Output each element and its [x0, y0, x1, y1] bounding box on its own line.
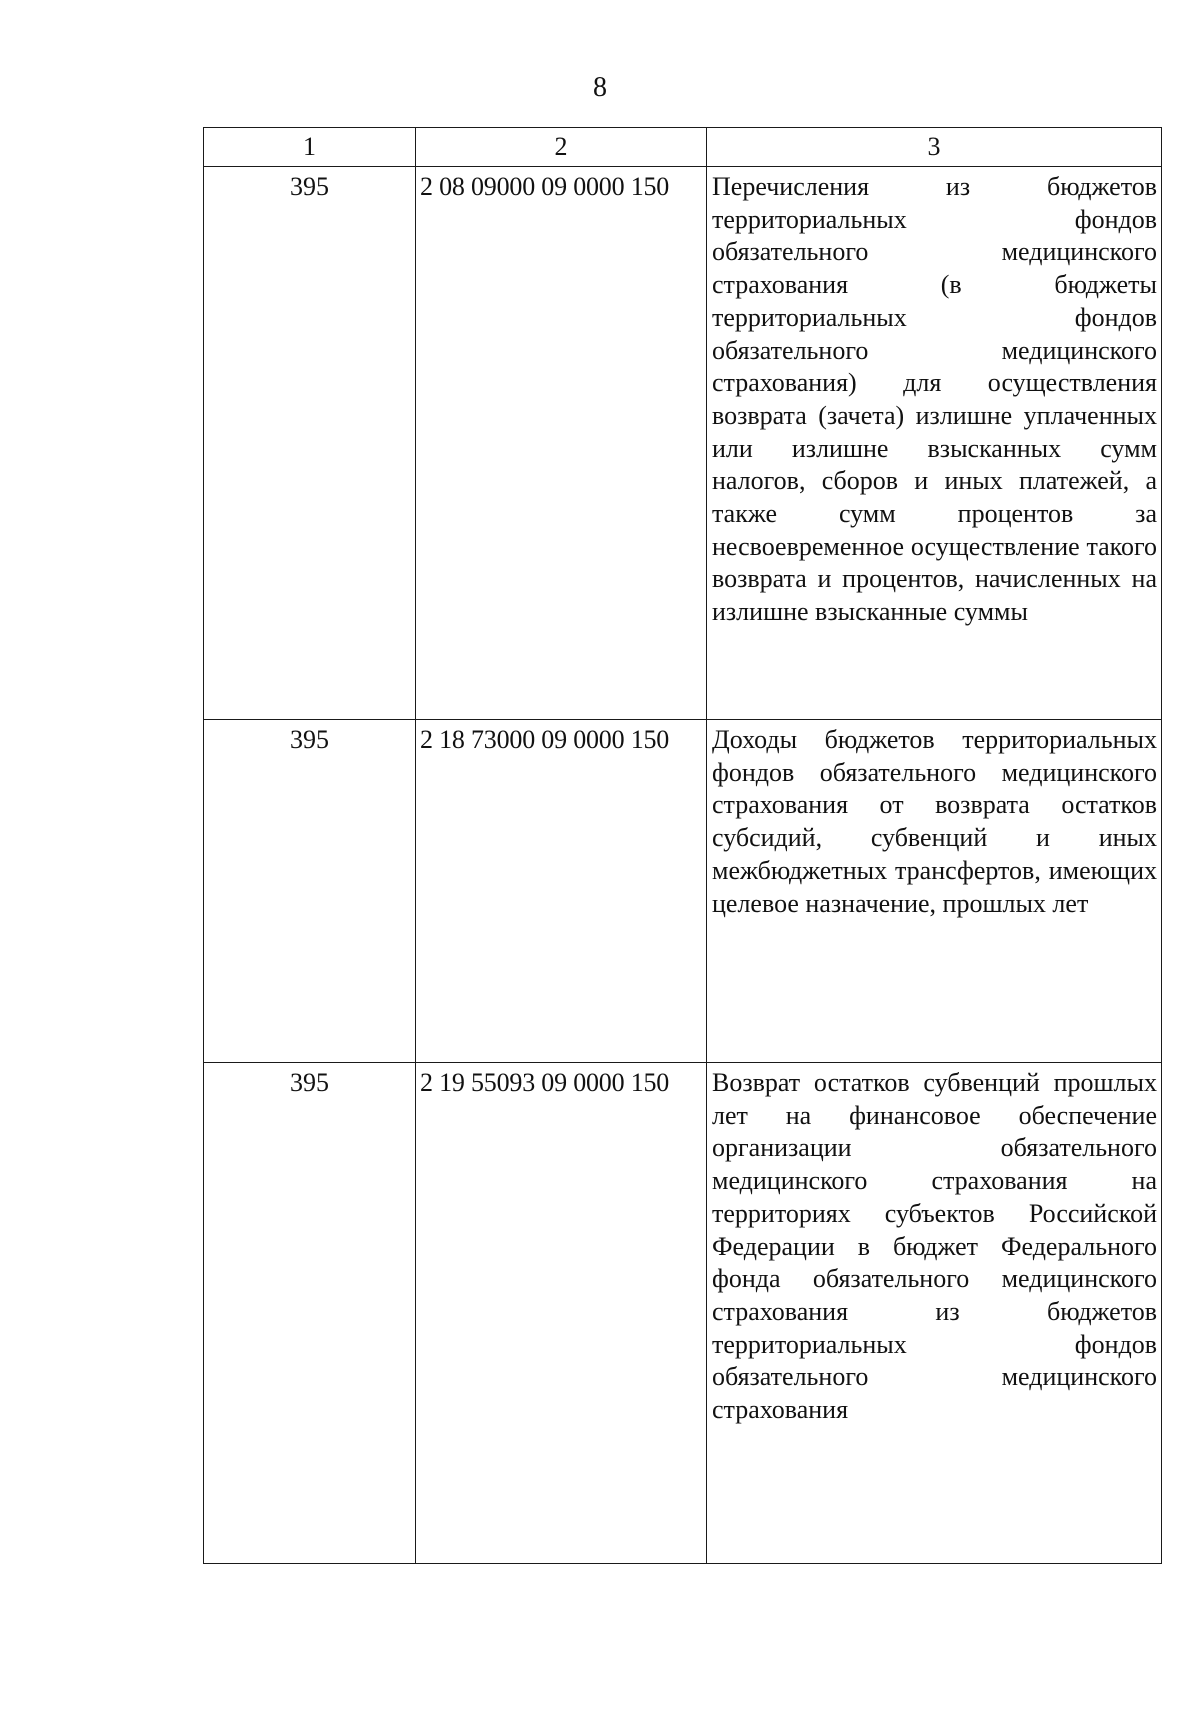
table-header-row	[204, 128, 1162, 167]
page-number: 8	[593, 72, 607, 103]
description-cell: Перечисления из бюджетов территориальных фондов обязательного медицинского страхования (в бюджеты территориальных фондов обязательного медицинского страхования) для осуществления возврата (зачета) излишне уплаченных или излишне взысканных сумм налогов, сборов и иных платежей, а также сумм процентов за несвоевременное осуществление такого возврата и процентов, начисленных на излишне взысканные суммы	[707, 167, 1162, 720]
revenue-code-cell: 2 19 55093 09 0000 150	[416, 1063, 707, 1564]
admin-code-cell: 395	[204, 1063, 416, 1564]
column-header-2: 2	[416, 128, 707, 167]
table-row	[204, 1063, 1162, 1564]
revenue-code-cell: 2 18 73000 09 0000 150	[416, 720, 707, 1063]
column-header-1: 1	[204, 128, 416, 167]
table-row	[204, 167, 1162, 720]
description-cell: Доходы бюджетов территориальных фондов обязательного медицинского страхования от возврата остатков субсидий, субвенций и иных межбюджетных трансфертов, имеющих целевое назначение, прошлых лет	[707, 720, 1162, 1063]
revenue-code-cell: 2 08 09000 09 0000 150	[416, 167, 707, 720]
description-cell: Возврат остатков субвенций прошлых лет на финансовое обеспечение организации обязательного медицинского страхования на территориях субъектов Российской Федерации в бюджет Федерального фонда обязательного медицинского страхования из бюджетов территориальных фондов обязательного медицинского страхования	[707, 1063, 1162, 1564]
admin-code-cell: 395	[204, 167, 416, 720]
admin-code-cell: 395	[204, 720, 416, 1063]
column-header-3: 3	[707, 128, 1162, 167]
budget-classification-table	[203, 127, 1162, 1564]
table-row	[204, 720, 1162, 1063]
